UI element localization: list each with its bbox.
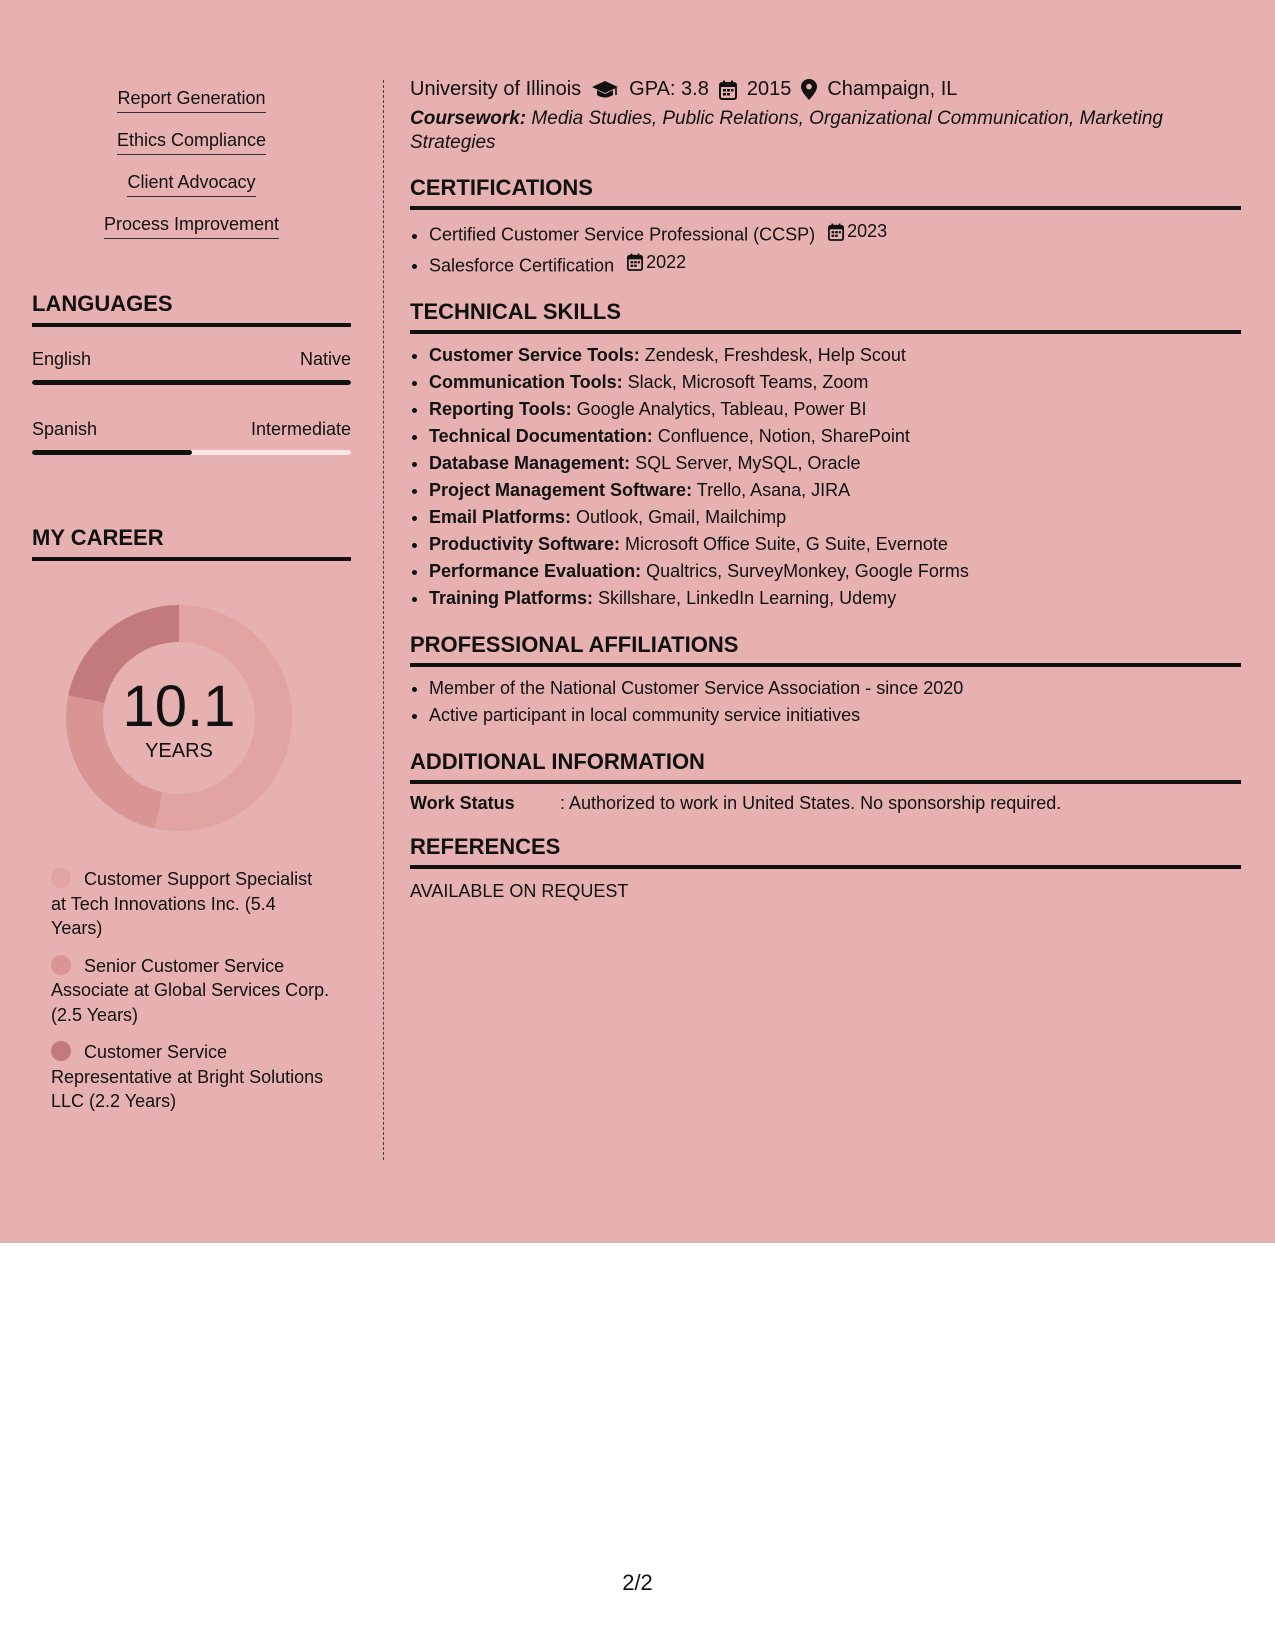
skill-category: Project Management Software: (429, 480, 693, 500)
career-legend (51, 867, 331, 1114)
career-years-unit: YEARS (145, 739, 213, 762)
career-legend-label: Senior Customer Service Associate at Global Services Corp. (2.5 Years) (51, 955, 330, 1025)
languages-title: LANGUAGES (32, 291, 351, 327)
language-item (32, 349, 351, 385)
technical-skill-item (429, 369, 1241, 396)
page-number: 2/2 (622, 1570, 653, 1595)
work-status-value: : Authorized to work in United States. No sponsorship required. (560, 793, 1062, 813)
skill-values: Google Analytics, Tableau, Power BI (571, 399, 867, 419)
skill-category: Technical Documentation: (429, 426, 653, 446)
skill-values: Outlook, Gmail, Mailchimp (571, 507, 787, 527)
skill-values: Slack, Microsoft Teams, Zoom (622, 372, 869, 392)
technical-skill-item (429, 504, 1241, 531)
technical-skill-item (429, 450, 1241, 477)
certification-year: 2022 (646, 251, 687, 272)
right-column (410, 78, 1241, 902)
language-bar-fill (32, 450, 192, 455)
skill-category: Training Platforms: (429, 588, 594, 608)
skill-values: Skillshare, LinkedIn Learning, Udemy (593, 588, 897, 608)
certification-name: Salesforce Certification (429, 255, 615, 275)
language-name: Spanish (32, 419, 98, 439)
calendar-icon (828, 223, 844, 241)
education-location: Champaign, IL (827, 78, 958, 100)
skills-list (32, 88, 351, 239)
skill-values: SQL Server, MySQL, Oracle (630, 453, 861, 473)
language-level: Intermediate (250, 419, 351, 439)
coursework-list: Media Studies, Public Relations, Organizational Communication, Marketing Strategies (410, 108, 1163, 153)
technical-skill-item (429, 423, 1241, 450)
certifications-section (410, 175, 1241, 279)
technical-skill-item (429, 558, 1241, 585)
language-name: English (32, 349, 92, 369)
language-bar-fill (32, 380, 351, 385)
references-text: AVAILABLE ON REQUEST (410, 881, 629, 901)
education-gpa: GPA: 3.8 (629, 78, 709, 100)
language-item (32, 419, 351, 455)
calendar-icon (627, 253, 643, 271)
skill-values: Zendesk, Freshdesk, Help Scout (639, 345, 906, 365)
work-status-label: Work Status (410, 793, 515, 813)
career-legend-label: Customer Support Specialist at Tech Innovations Inc. (5.4 Years) (51, 869, 313, 938)
affiliation-item: • Member of the National Customer Service Association - since 2020 (429, 675, 1241, 702)
technical-skill-item (429, 342, 1241, 369)
career-donut-chart (64, 603, 294, 833)
legend-dot (51, 868, 71, 888)
skill-values: Microsoft Office Suite, G Suite, Evernote (620, 534, 948, 554)
certification-item (429, 249, 1241, 280)
technical-skills-section (410, 299, 1241, 612)
career-title: MY CAREER (32, 525, 351, 561)
certification-year: 2023 (847, 221, 888, 241)
skill-category: Communication Tools: (429, 372, 623, 392)
skill-category: Email Platforms: (429, 507, 572, 527)
certification-item (429, 218, 1241, 249)
map-pin-icon (801, 79, 817, 100)
legend-dot (51, 1041, 71, 1061)
education-line (410, 78, 1241, 101)
skill-category: Customer Service Tools: (429, 345, 640, 365)
technical-skill-item (429, 585, 1241, 612)
career-legend-label: Customer Service Representative at Bright Solutions LLC (2.2 Years) (51, 1042, 324, 1111)
technical-skill-item (429, 531, 1241, 558)
legend-dot (51, 955, 71, 975)
career-legend-item (51, 954, 331, 1028)
references-section (410, 834, 1241, 902)
affiliation-item: • Active participant in local community service initiatives (429, 702, 1241, 729)
education-school: University of Illinois (410, 78, 582, 100)
graduation-cap-icon (591, 80, 619, 100)
skill-tag: Client Advocacy (127, 172, 255, 197)
certifications-title: CERTIFICATIONS (410, 175, 1241, 210)
coursework-label: Coursework: (410, 108, 527, 129)
certification-name: Certified Customer Service Professional (CCSP) (429, 224, 816, 245)
skill-category: Database Management: (429, 453, 631, 473)
skill-tag: Process Improvement (104, 214, 279, 239)
career-legend-item (51, 1040, 331, 1114)
additional-info-section (410, 749, 1241, 814)
skill-category: Performance Evaluation: (429, 561, 642, 581)
technical-skills-title: TECHNICAL SKILLS (410, 299, 1241, 334)
skill-values: Confluence, Notion, SharePoint (652, 426, 910, 446)
language-level: Native (299, 349, 351, 369)
skill-values: Trello, Asana, JIRA (692, 480, 851, 500)
technical-skill-item (429, 477, 1241, 504)
references-title: REFERENCES (410, 834, 1241, 869)
language-bar (32, 450, 351, 455)
skill-tag: Report Generation (117, 88, 265, 113)
affiliations-title: PROFESSIONAL AFFILIATIONS (410, 632, 1241, 667)
affiliations-section (410, 632, 1241, 729)
skill-values: Qualtrics, SurveyMonkey, Google Forms (641, 561, 969, 581)
career-legend-item (51, 867, 331, 941)
calendar-icon (719, 80, 737, 100)
left-column (32, 80, 351, 1127)
language-bar (32, 380, 351, 385)
career-total-years: 10.1 (122, 673, 236, 739)
education-year: 2015 (746, 78, 792, 100)
skill-tag: Ethics Compliance (117, 130, 266, 155)
donut-center (64, 603, 294, 833)
additional-info-title: ADDITIONAL INFORMATION (410, 749, 1241, 784)
work-status-row (410, 793, 1241, 814)
skill-category: Productivity Software: (429, 534, 621, 554)
skill-category: Reporting Tools: (429, 399, 572, 419)
coursework (410, 107, 1241, 155)
column-divider (383, 80, 384, 1160)
technical-skill-item (429, 396, 1241, 423)
